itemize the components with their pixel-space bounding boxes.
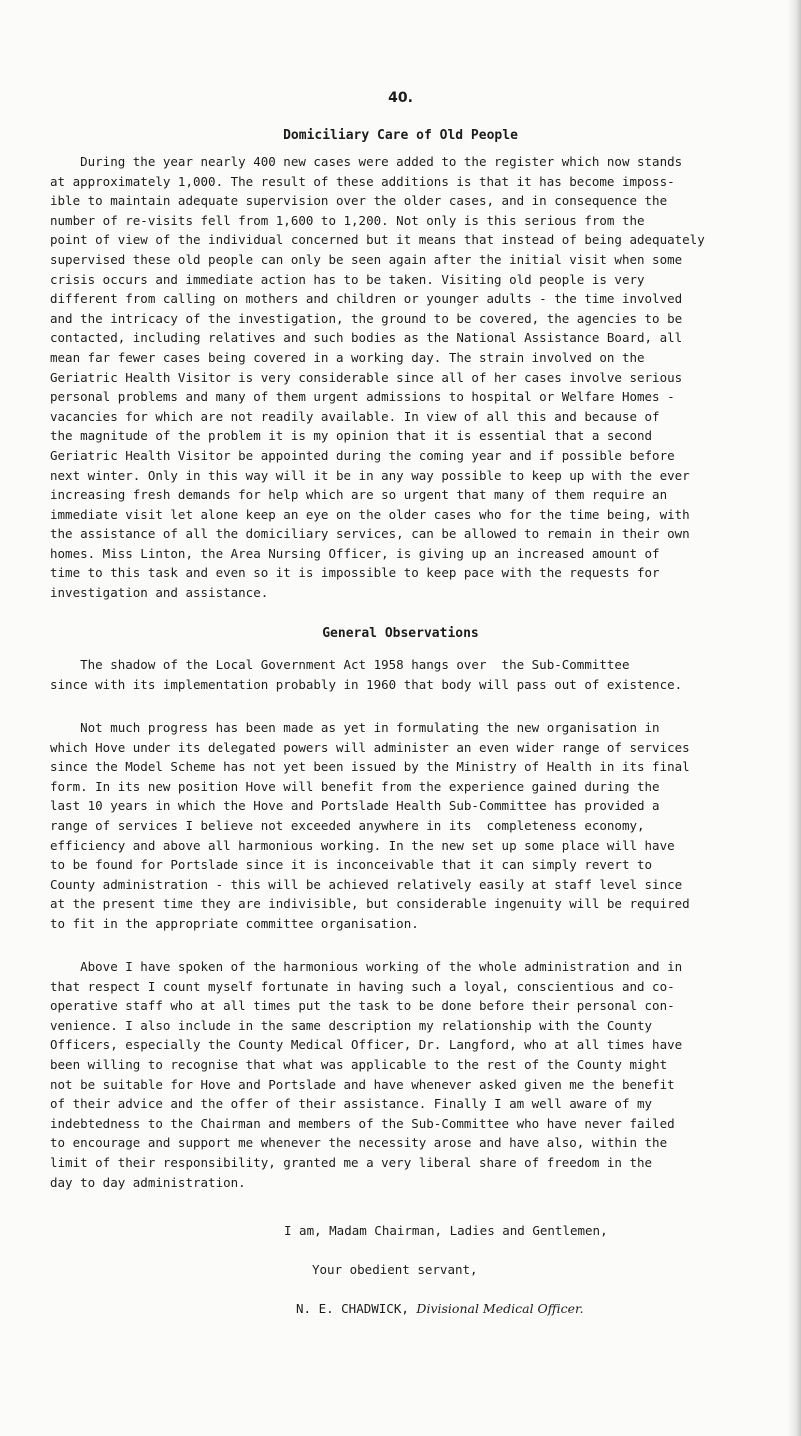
text-line: last 10 years in which the Hove and Portslade Health Sub-Committee has provided a xyxy=(50,798,660,814)
text-line: homes. Miss Linton, the Area Nursing Officer, is giving up an increased amount of xyxy=(50,545,660,561)
section-heading-domiciliary-care: Domiciliary Care of Old People xyxy=(283,128,518,143)
text-line: ible to maintain adequate supervision over the older cases, and in consequence the xyxy=(50,193,668,209)
text-line: venience. I also include in the same description my relationship with the County xyxy=(50,1017,653,1033)
text-line: the assistance of all the domiciliary services, can be allowed to remain in their own xyxy=(50,526,690,542)
signature-line xyxy=(0,1299,801,1319)
text-line: vacancies for which are not readily available. In view of all this and because of xyxy=(50,408,660,424)
text-line: increasing fresh demands for help which are so urgent that many of them require an xyxy=(50,487,668,503)
text-line: to fit in the appropriate committee organisation. xyxy=(50,915,419,931)
text-line: range of services I believe not exceeded anywhere in its completeness economy, xyxy=(50,817,645,833)
text-line: Not much progress has been made as yet in formulating the new organisation in xyxy=(50,720,660,735)
paragraph-domiciliary-care xyxy=(50,152,770,603)
text-line: and the intricacy of the investigation, the ground to be covered, the agencies to be xyxy=(50,310,683,326)
text-line: at the present time they are indivisible, but considerable ingenuity will be required xyxy=(50,896,690,912)
signatory-name: N. E. CHADWICK, xyxy=(296,1301,417,1316)
text-line: personal problems and many of them urgent admissions to hospital or Welfare Homes - xyxy=(50,389,675,405)
paragraph-new-organisation xyxy=(50,718,770,934)
text-line: since with its implementation probably in 1960 that body will pass out of existence. xyxy=(50,676,683,692)
text-line: Officers, especially the County Medical Officer, Dr. Langford, who at all times have xyxy=(50,1037,683,1053)
text-line: of their advice and the offer of their assistance. Finally I am well aware of my xyxy=(50,1096,653,1112)
text-line: immediate visit let alone keep an eye on the older cases who for the time being, with xyxy=(50,506,690,522)
text-line: at approximately 1,000. The result of these additions is that it has become imposs- xyxy=(50,173,675,189)
text-line: supervised these old people can only be seen again after the initial visit when some xyxy=(50,251,683,267)
text-line: number of re-visits fell from 1,600 to 1,200. Not only is this serious from the xyxy=(50,212,645,228)
text-line: mean far fewer cases being covered in a working day. The strain involved on the xyxy=(50,349,645,365)
text-line: crisis occurs and immediate action has to be taken. Visiting old people is very xyxy=(50,271,645,287)
text-line: County administration - this will be achieved relatively easily at staff level since xyxy=(50,876,683,892)
text-line: efficiency and above all harmonious working. In the new set up some place will have xyxy=(50,837,675,853)
closing-valediction-block xyxy=(0,1260,801,1280)
closing-salutation: I am, Madam Chairman, Ladies and Gentlemen, xyxy=(284,1223,608,1238)
text-line: different from calling on mothers and children or younger adults - the time involved xyxy=(50,291,683,307)
text-line: Above I have spoken of the harmonious working of the whole administration and in xyxy=(50,959,683,974)
text-line: operative staff who at all times put the task to be done before their personal con- xyxy=(50,998,675,1014)
text-line: since the Model Scheme has not yet been issued by the Ministry of Health in its final xyxy=(50,759,690,775)
text-line: that respect I count myself fortunate in having such a loyal, conscientious and co- xyxy=(50,978,675,994)
signature-block xyxy=(0,1299,801,1319)
text-line: contacted, including relatives and such bodies as the National Assistance Board, all xyxy=(50,330,683,346)
text-line: Geriatric Health Visitor be appointed during the coming year and if possible before xyxy=(50,447,675,463)
closing-valediction: Your obedient servant, xyxy=(312,1262,478,1277)
text-line: indebtedness to the Chairman and members of the Sub-Committee who have never failed xyxy=(50,1115,675,1131)
text-line: During the year nearly 400 new cases were added to the register which now stands xyxy=(50,154,683,169)
text-line: day to day administration. xyxy=(50,1174,246,1190)
closing-block xyxy=(0,1221,801,1241)
text-line: the magnitude of the problem it is my opinion that it is essential that a second xyxy=(50,428,653,444)
text-line: which Hove under its delegated powers will administer an even wider range of services xyxy=(50,739,690,755)
text-line: not be suitable for Hove and Portslade and have whenever asked given me the benefit xyxy=(50,1076,675,1092)
paragraph-local-government-act xyxy=(50,655,770,694)
text-line: form. In its new position Hove will benefit from the experience gained during the xyxy=(50,778,660,794)
page-number: 40. xyxy=(388,90,413,106)
text-line: point of view of the individual concerned but it means that instead of being adequately xyxy=(50,232,705,248)
text-line: Geriatric Health Visitor is very considerable since all of her cases involve serious xyxy=(50,369,683,385)
text-line: limit of their responsibility, granted me a very liberal share of freedom in the xyxy=(50,1154,653,1170)
text-line: to be found for Portslade since it is inconceivable that it can simply revert to xyxy=(50,857,653,873)
paragraph-harmonious-working xyxy=(50,957,770,1192)
text-line: to encourage and support me whenever the necessity arose and have also, within the xyxy=(50,1135,668,1151)
text-line: been willing to recognise that what was applicable to the rest of the County might xyxy=(50,1056,668,1072)
text-line: time to this task and even so it is impossible to keep pace with the requests for xyxy=(50,565,660,581)
text-line: next winter. Only in this way will it be in any way possible to keep up with the ever xyxy=(50,467,690,483)
section-heading-general-observations: General Observations xyxy=(322,626,479,641)
text-line: The shadow of the Local Government Act 1958 hangs over the Sub-Committee xyxy=(50,657,630,672)
signatory-title: Divisional Medical Officer. xyxy=(416,1301,584,1316)
text-line: investigation and assistance. xyxy=(50,585,269,601)
